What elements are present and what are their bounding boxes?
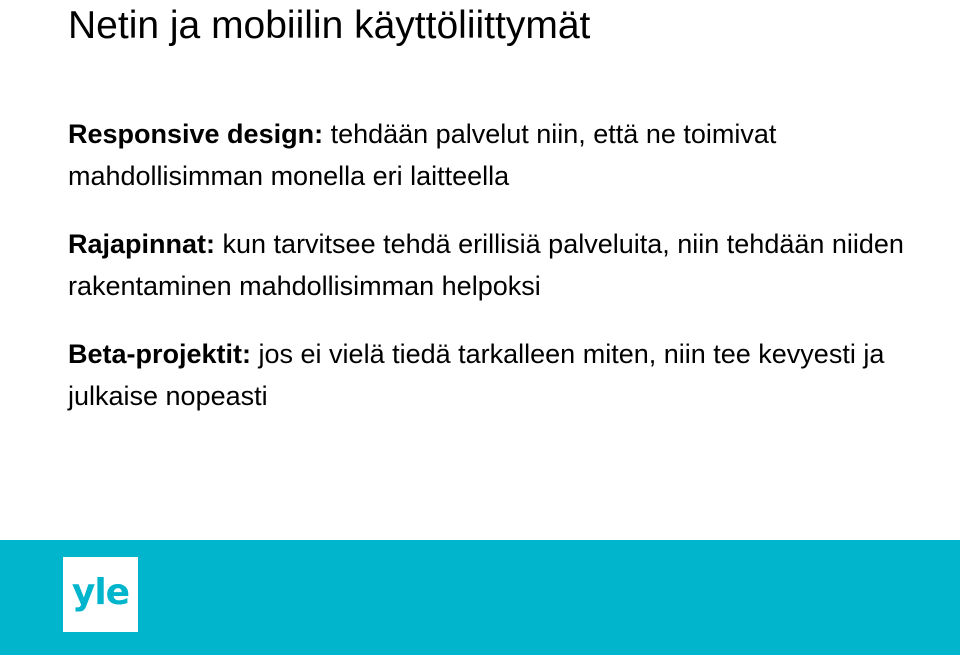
footer-band [0,540,960,655]
bullet-text: kun tarvitsee tehdä erillisiä palveluita, niin tehdään niiden rakentaminen mahdollisimman helpoksi [68,229,904,301]
yle-logo [63,557,138,632]
bullet-responsive-design [68,113,928,197]
bullet-rajapinnat [68,223,928,307]
bullet-list [68,113,928,417]
slide-title: Netin ja mobiilin käyttöliittymät [68,4,591,47]
yle-logo-text: yle [71,572,130,613]
bullet-text: jos ei vielä tiedä tarkalleen miten, niin tee kevyesti ja julkaise nopeasti [68,339,885,411]
bullet-term: Beta-projektit: [68,339,252,369]
bullet-term: Responsive design: [68,119,324,149]
bullet-text: tehdään palvelut niin, että ne toimivat mahdollisimman monella eri laitteella [68,119,777,191]
bullet-beta-projektit [68,333,928,417]
bullet-term: Rajapinnat: [68,229,216,259]
